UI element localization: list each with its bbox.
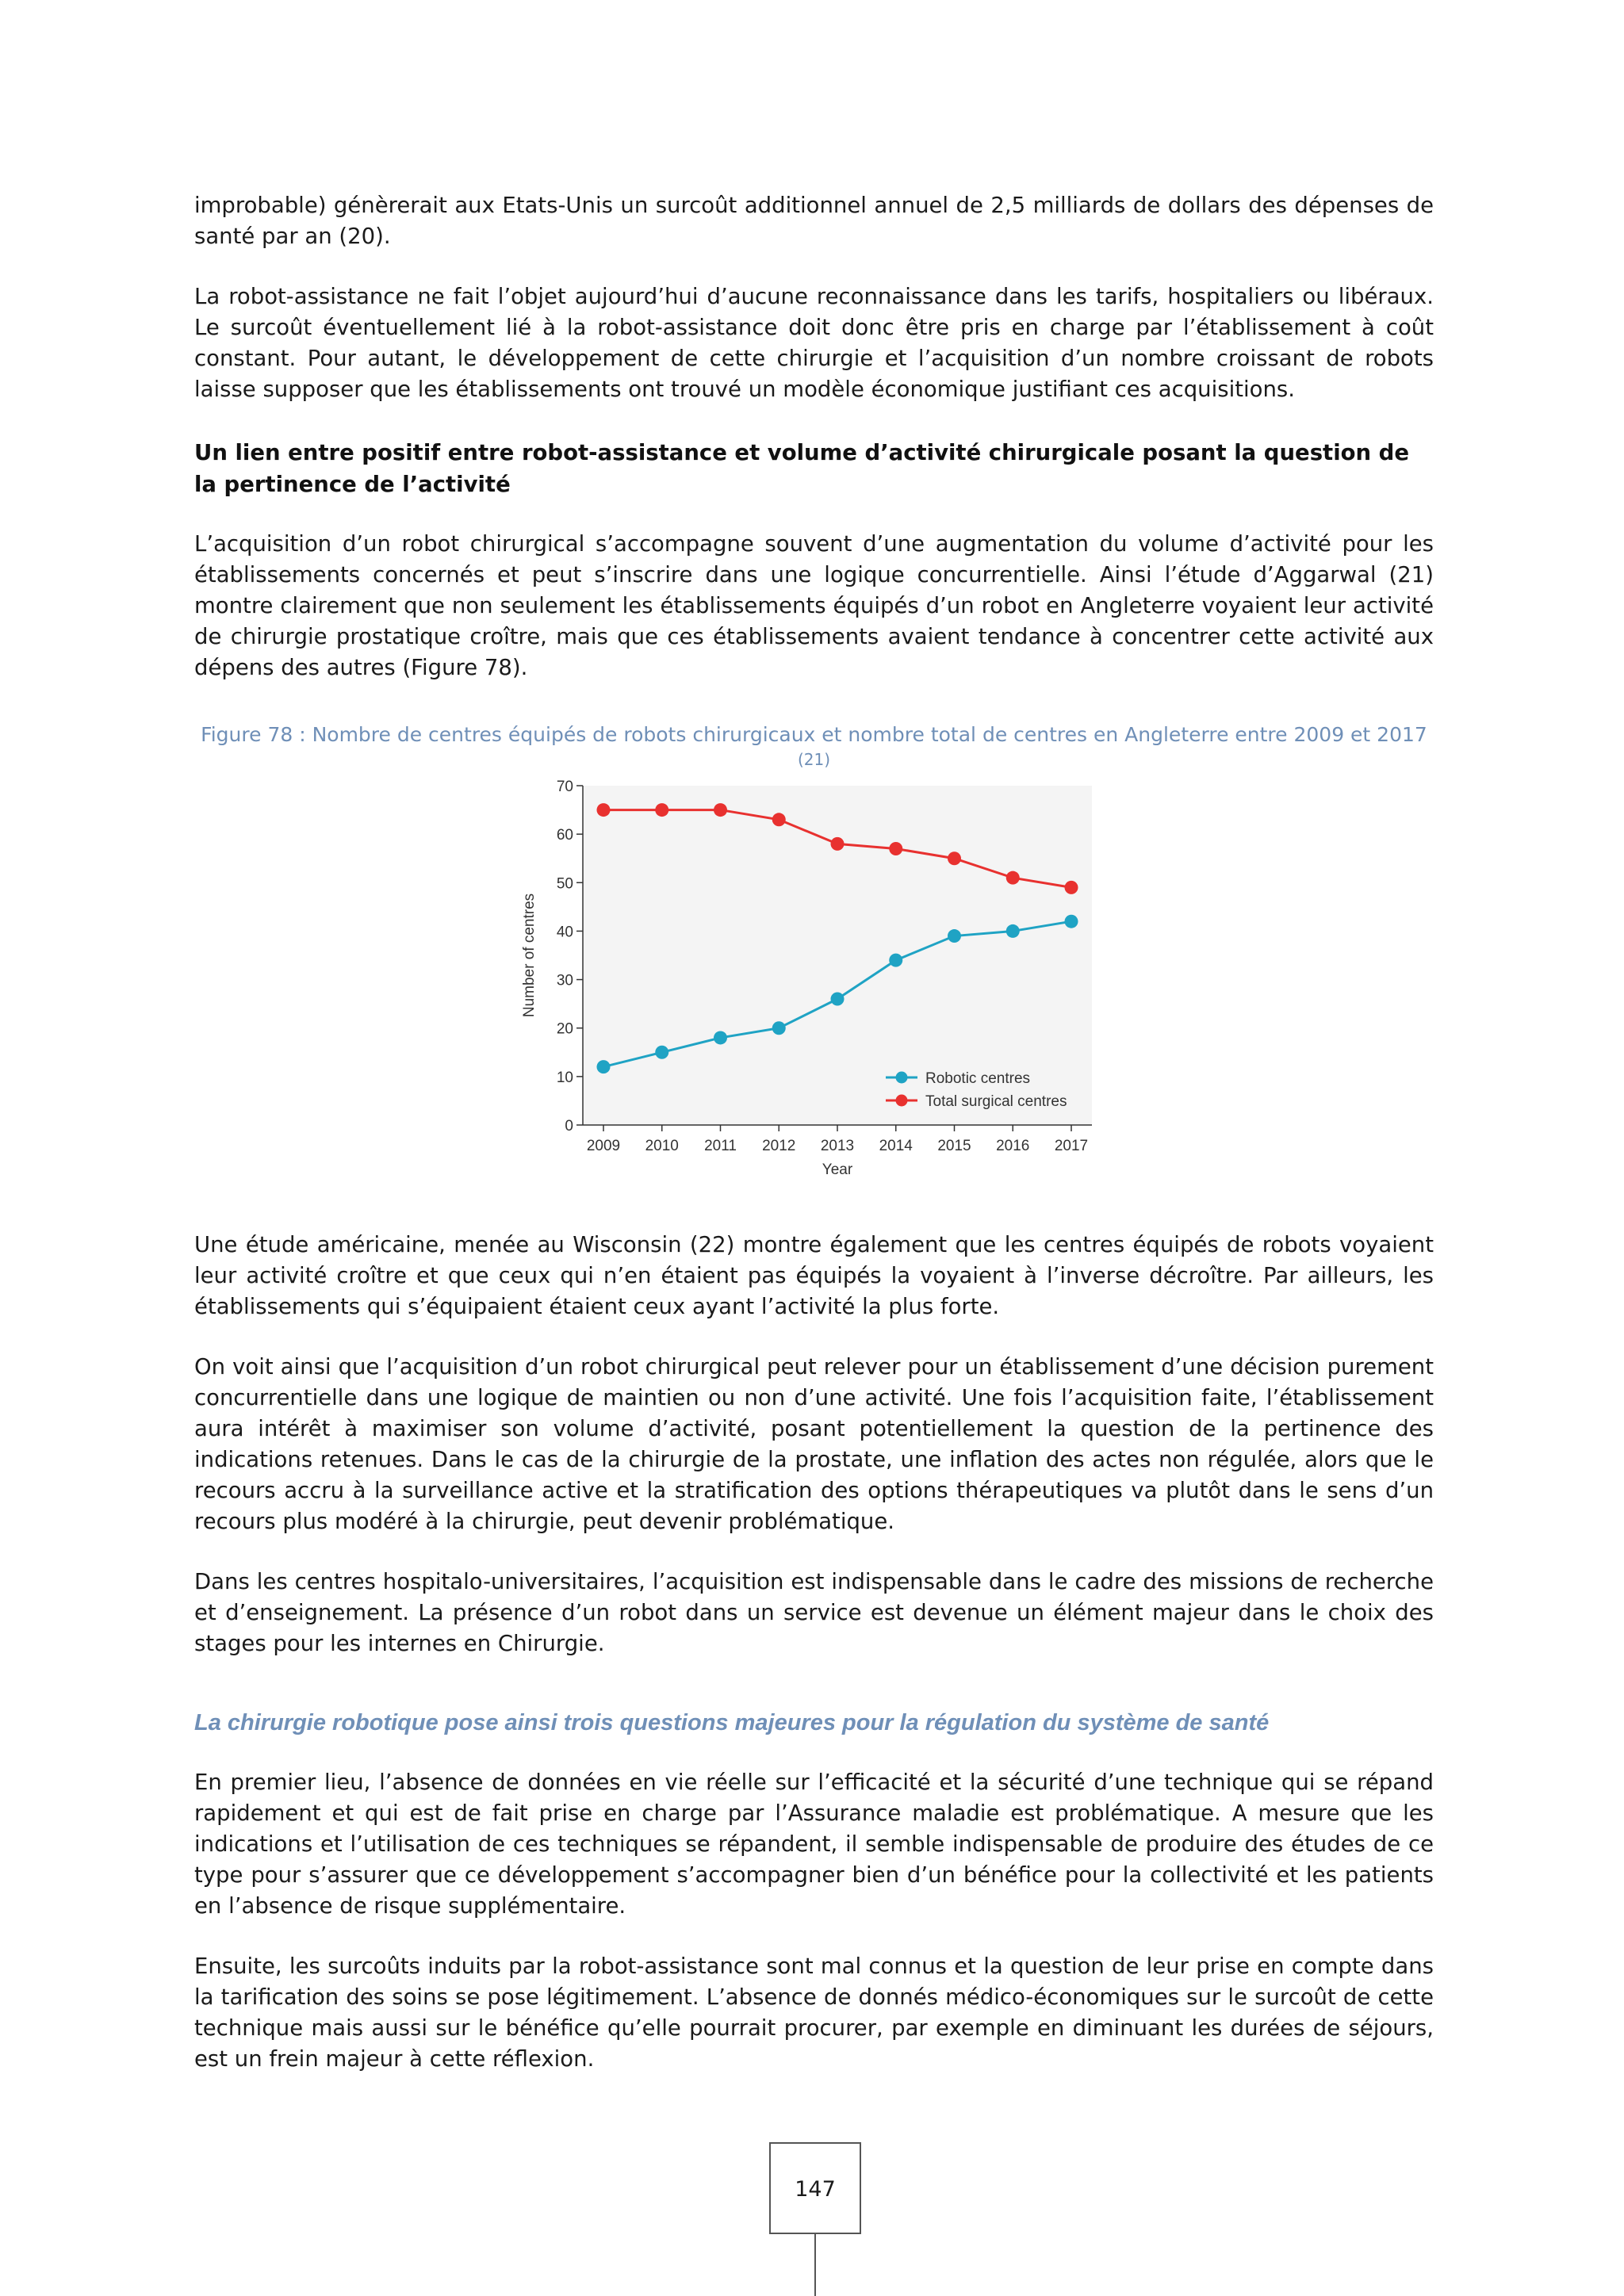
y-tick-label: 40 [556,924,573,941]
line-chart [513,778,1116,1190]
data-point [830,837,844,851]
y-tick-label: 20 [556,1020,573,1038]
data-point [1064,915,1078,928]
x-tick-label: 2009 [586,1138,620,1154]
paragraph: En premier lieu, l’absence de données en vie réelle sur l’efficacité et la sécurité d’une technique qui se répand rapidement et qui est de fait prise en charge par l’Assurance maladie est problématique. A mesure que les indications et l’utilisation de ces techniques se répandent, il semble indispensable de produire des études de ce type pour s’assurer que ce développement s’accompagner bien d’un bénéfice pour la collectivité et les patients en l’absence de risque supplémentaire. [194,1770,1434,1919]
document-page [194,190,1434,2104]
paragraph: improbable) génèrerait aux Etats-Unis un surcoût additionnel annuel de 2,5 milliards de dollars des dépenses de santé par an (20). [194,193,1434,249]
subheading: Un lien entre positif entre robot-assistance et volume d’activité chirurgicale posant la question de la pertinence de l’activité [194,440,1410,497]
data-point [1005,871,1019,885]
legend-marker [895,1072,907,1084]
y-axis-label: Number of centres [520,893,538,1018]
data-point [1005,924,1019,938]
data-point [596,803,610,817]
legend-label: Robotic centres [925,1070,1030,1087]
x-tick-label: 2012 [761,1138,795,1154]
paragraph: On voit ainsi que l’acquisition d’un robot chirurgical peut relever pour un établissement d’une décision purement concurrentielle dans une logique de maintien ou non d’une activité. Une fois l’acquisition faite, l’établissement aura intérêt à maximiser son volume d’activité, posant potentiellement la question de la pertinence des indications retenues. Dans le cas de la chirurgie de la prostate, une inflation des actes non régulée, alors que le recours accru à la surveillance active et la stratification des options thérapeutiques va plutôt dans le sens d’un recours plus modéré à la chirurgie, peut devenir problématique. [194,1354,1434,1534]
page-number-line [814,2234,816,2296]
data-point [830,993,844,1006]
x-tick-label: 2014 [879,1138,913,1154]
figure-caption-ref: (21) [797,750,831,769]
y-tick-label: 30 [556,972,573,989]
data-point [889,954,902,967]
y-tick-label: 0 [564,1118,573,1135]
paragraph: Une étude américaine, menée au Wisconsin (22) montre également que les centres équipés de robots voyaient leur activité croître et que ceux qui n’en étaient pas équipés la voyaient à l’inverse décroître. Par ailleurs, les établissements qui s’équipaient étaient ceux ayant l’activité la plus forte. [194,1232,1434,1319]
paragraph: La robot-assistance ne fait l’objet aujourd’hui d’aucune reconnaissance dans les tarifs, hospitaliers ou libéraux. Le surcoût éventuellement lié à la robot-assistance doit donc être pris en charge par l’établissement à coût constant. Pour autant, le développement de cette chirurgie et l’acquisition d’un nombre croissant de robots laisse supposer que les établissements ont trouvé un modèle économique justifiant ces acquisitions. [194,284,1434,402]
x-axis-label: Year [822,1161,852,1178]
y-tick-label: 10 [556,1069,573,1086]
page-number: 147 [769,2142,861,2234]
data-point [948,851,961,865]
x-tick-label: 2011 [703,1138,737,1154]
data-point [948,929,961,943]
legend-marker [895,1095,907,1107]
data-point [889,842,902,855]
x-tick-label: 2017 [1054,1138,1088,1154]
y-tick-label: 60 [556,827,573,844]
legend-label: Total surgical centres [925,1093,1067,1110]
x-tick-label: 2013 [820,1138,854,1154]
section-heading: La chirurgie robotique pose ainsi trois questions majeures pour la régulation du système de santé [194,1710,1270,1735]
paragraph: L’acquisition d’un robot chirurgical s’accompagne souvent d’une augmentation du volume d’activité pour les établissements concernés et peut s’inscrire dans une logique concurrentielle. Ainsi l’étude d’Aggarwal (21) montre clairement que non seulement les établissements équipés d’un robot en Angleterre voyaient leur activité de chirurgie prostatique croître, mais que ces établissements avaient tendance à concentrer cette activité aux dépens des autres (Figure 78). [194,531,1434,680]
y-tick-label: 50 [556,875,573,893]
data-point [714,803,727,817]
data-point [655,803,668,817]
data-point [1064,881,1078,894]
x-tick-label: 2010 [645,1138,679,1154]
data-point [596,1060,610,1073]
x-tick-label: 2016 [995,1138,1029,1154]
data-point [772,1021,785,1035]
paragraph: Dans les centres hospitalo-universitaires, l’acquisition est indispensable dans le cadre des missions de recherche et d’enseignement. La présence d’un robot dans un service est devenue un élément majeur dans le choix des stages pour les internes en Chirurgie. [194,1569,1434,1656]
y-tick-label: 70 [556,779,573,795]
figure-caption [194,723,1434,771]
data-point [772,813,785,826]
paragraph: Ensuite, les surcoûts induits par la robot-assistance sont mal connus et la question de leur prise en compte dans la tarification des soins se pose légitimement. L’absence de donnés médico-économiques sur le surcoût de cette technique mais aussi sur le bénéfice qu’elle pourrait procurer, par exemple en diminuant les durées de séjours, est un frein majeur à cette réflexion. [194,1954,1434,2072]
figure-caption-text: Figure 78 : Nombre de centres équipés de robots chirurgicaux et nombre total de centres en Angleterre entre 2009 et 2017 [201,723,1427,746]
x-tick-label: 2015 [936,1138,971,1154]
data-point [655,1046,668,1059]
data-point [714,1031,727,1044]
